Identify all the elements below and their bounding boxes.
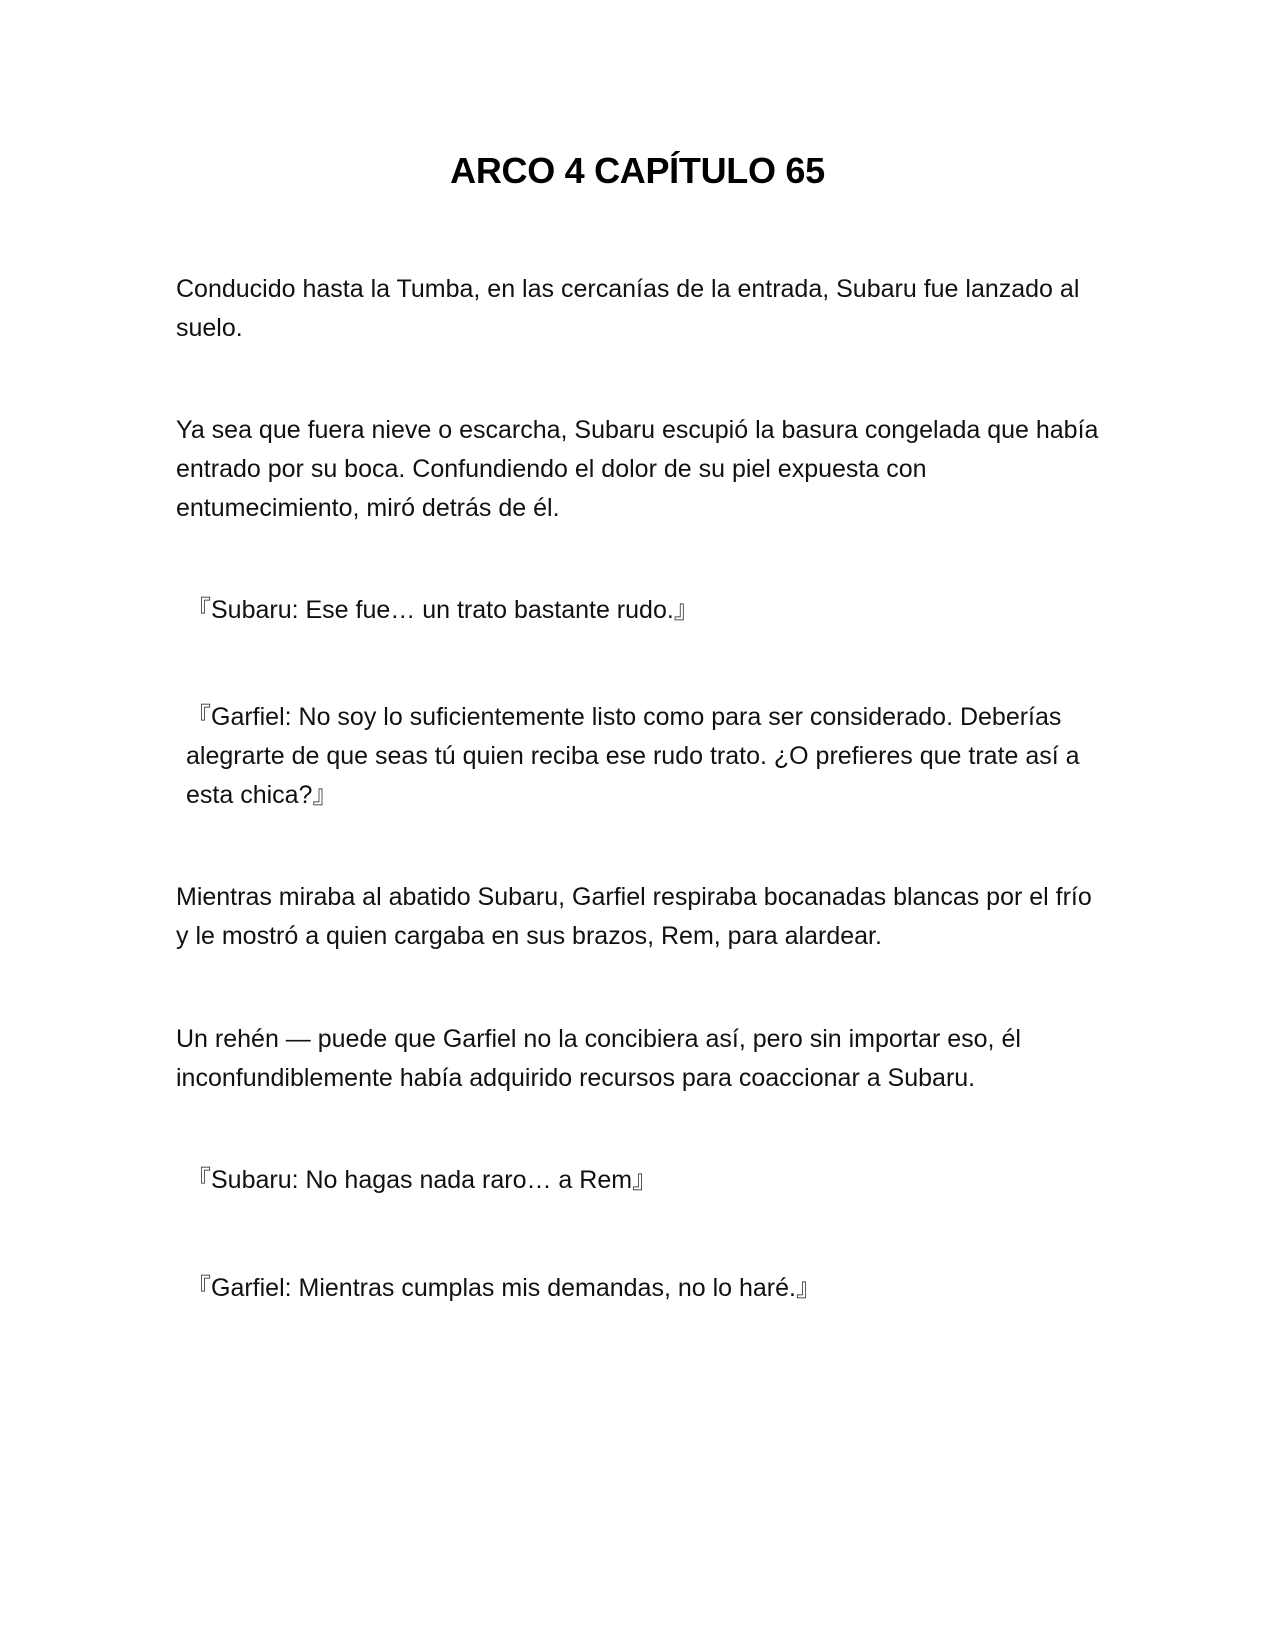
paragraph-narration-3: Mientras miraba al abatido Subaru, Garfiel respiraba bocanadas blancas por el frío y le mostró a quien cargaba en sus brazos, Rem, para alardear. [176, 883, 1092, 950]
paragraph-dialogue-garfiel-2: 『Garfiel: Mientras cumplas mis demandas, no lo haré.』 [186, 1274, 821, 1302]
paragraph-dialogue-garfiel-1: 『Garfiel: No soy lo suficientemente listo como para ser considerado. Deberías alegrarte de que seas tú quien reciba ese rudo trato. ¿O prefieres que trate así a esta chica?』 [186, 703, 1080, 809]
paragraph-dialogue-subaru-2: 『Subaru: No hagas nada raro… a Rem』 [186, 1166, 658, 1194]
chapter-title: ARCO 4 CAPÍTULO 65 [450, 150, 825, 191]
paragraph-dialogue-subaru-1: 『Subaru: Ese fue… un trato bastante rudo.』 [186, 596, 699, 624]
paragraph-narration-2: Ya sea que fuera nieve o escarcha, Subaru escupió la basura congelada que había entrado por su boca. Confundiendo el dolor de su piel expuesta con entumecimiento, miró detrás de él. [176, 416, 1099, 522]
paragraph-narration-4: Un rehén — puede que Garfiel no la concibiera así, pero sin importar eso, él inconfundiblemente había adquirido recursos para coaccionar a Subaru. [176, 1025, 1021, 1092]
paragraph-narration-1: Conducido hasta la Tumba, en las cercanías de la entrada, Subaru fue lanzado al suelo. [176, 275, 1080, 342]
